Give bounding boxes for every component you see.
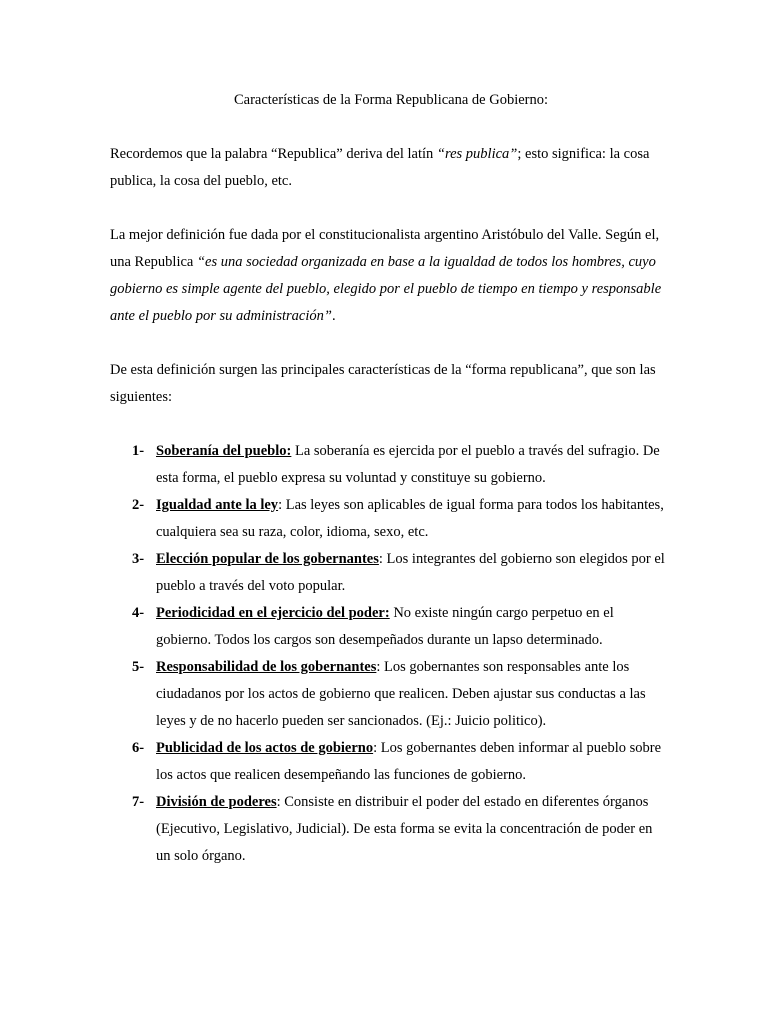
item-term: Igualdad ante la ley [156, 497, 279, 513]
list-item [110, 546, 668, 600]
characteristics-list [110, 438, 668, 870]
item-text: : Los gobernantes deben informar al pueblo sobre los actos que realicen desempeñando las funciones de gobierno. [156, 740, 662, 783]
item-number: 5- [132, 659, 145, 675]
list-item [110, 735, 668, 789]
intro-paragraph [110, 141, 668, 195]
list-item [110, 600, 668, 654]
intro-text-end: ; esto significa: la cosa publica, la cosa del pueblo, etc. [110, 146, 650, 189]
item-text: : Los integrantes del gobierno son elegidos por el pueblo a través del voto popular. [156, 551, 665, 594]
list-item [110, 438, 668, 492]
intro-text: Recordemos que la palabra “Republica” deriva del latín [110, 146, 437, 162]
item-text: : Las leyes son aplicables de igual forma para todos los habitantes, cualquiera sea su raza, color, idioma, sexo, etc. [156, 497, 664, 540]
item-text: No existe ningún cargo perpetuo en el gobierno. Todos los cargos son desempeñados durante un lapso determinado. [156, 605, 614, 648]
item-term: Responsabilidad de los gobernantes [156, 659, 377, 675]
list-item [110, 789, 668, 870]
item-number: 7- [132, 794, 145, 810]
list-item [110, 492, 668, 546]
item-text: : Los gobernantes son responsables ante los ciudadanos por los actos de gobierno que realicen. Deben ajustar sus conductas a las leyes y de no hacerlo pueden ser sancionados. (Ej.: Juicio politico). [156, 659, 646, 729]
intro-quote: “res publica” [436, 146, 518, 162]
item-number: 2- [132, 497, 145, 513]
lead-paragraph: De esta definición surgen las principales características de la “forma republicana”, que son las siguientes: [110, 362, 656, 405]
list-item [110, 654, 668, 735]
item-term: Elección popular de los gobernantes [156, 551, 379, 567]
item-text: : Consiste en distribuir el poder del estado en diferentes órganos (Ejecutivo, Legislativo, Judicial). De esta forma se evita la concentración de poder en un solo órgano. [156, 794, 653, 864]
definition-text: La mejor definición fue dada por el constitucionalista argentino Aristóbulo del Valle. Según el, una Republica [110, 227, 660, 270]
definition-quote: “es una sociedad organizada en base a la igualdad de todos los hombres, cuyo gobierno es simple agente del pueblo, elegido por el pueblo de tiempo en tiempo y responsable ante el pueblo por su administración” [110, 254, 662, 324]
item-number: 3- [132, 551, 145, 567]
item-text: La soberanía es ejercida por el pueblo a través del sufragio. De esta forma, el pueblo expresa su voluntad y constituye su gobierno. [156, 443, 660, 486]
document-title: Características de la Forma Republicana de Gobierno: [233, 92, 549, 108]
item-number: 4- [132, 605, 145, 621]
definition-paragraph [110, 222, 668, 330]
item-number: 6- [132, 740, 145, 756]
item-term: Periodicidad en el ejercicio del poder: [156, 605, 390, 621]
item-term: División de poderes [156, 794, 277, 810]
definition-text-end: . [331, 308, 336, 324]
item-term: Soberanía del pueblo: [156, 443, 292, 459]
item-term: Publicidad de los actos de gobierno [156, 740, 374, 756]
item-number: 1- [132, 443, 145, 459]
